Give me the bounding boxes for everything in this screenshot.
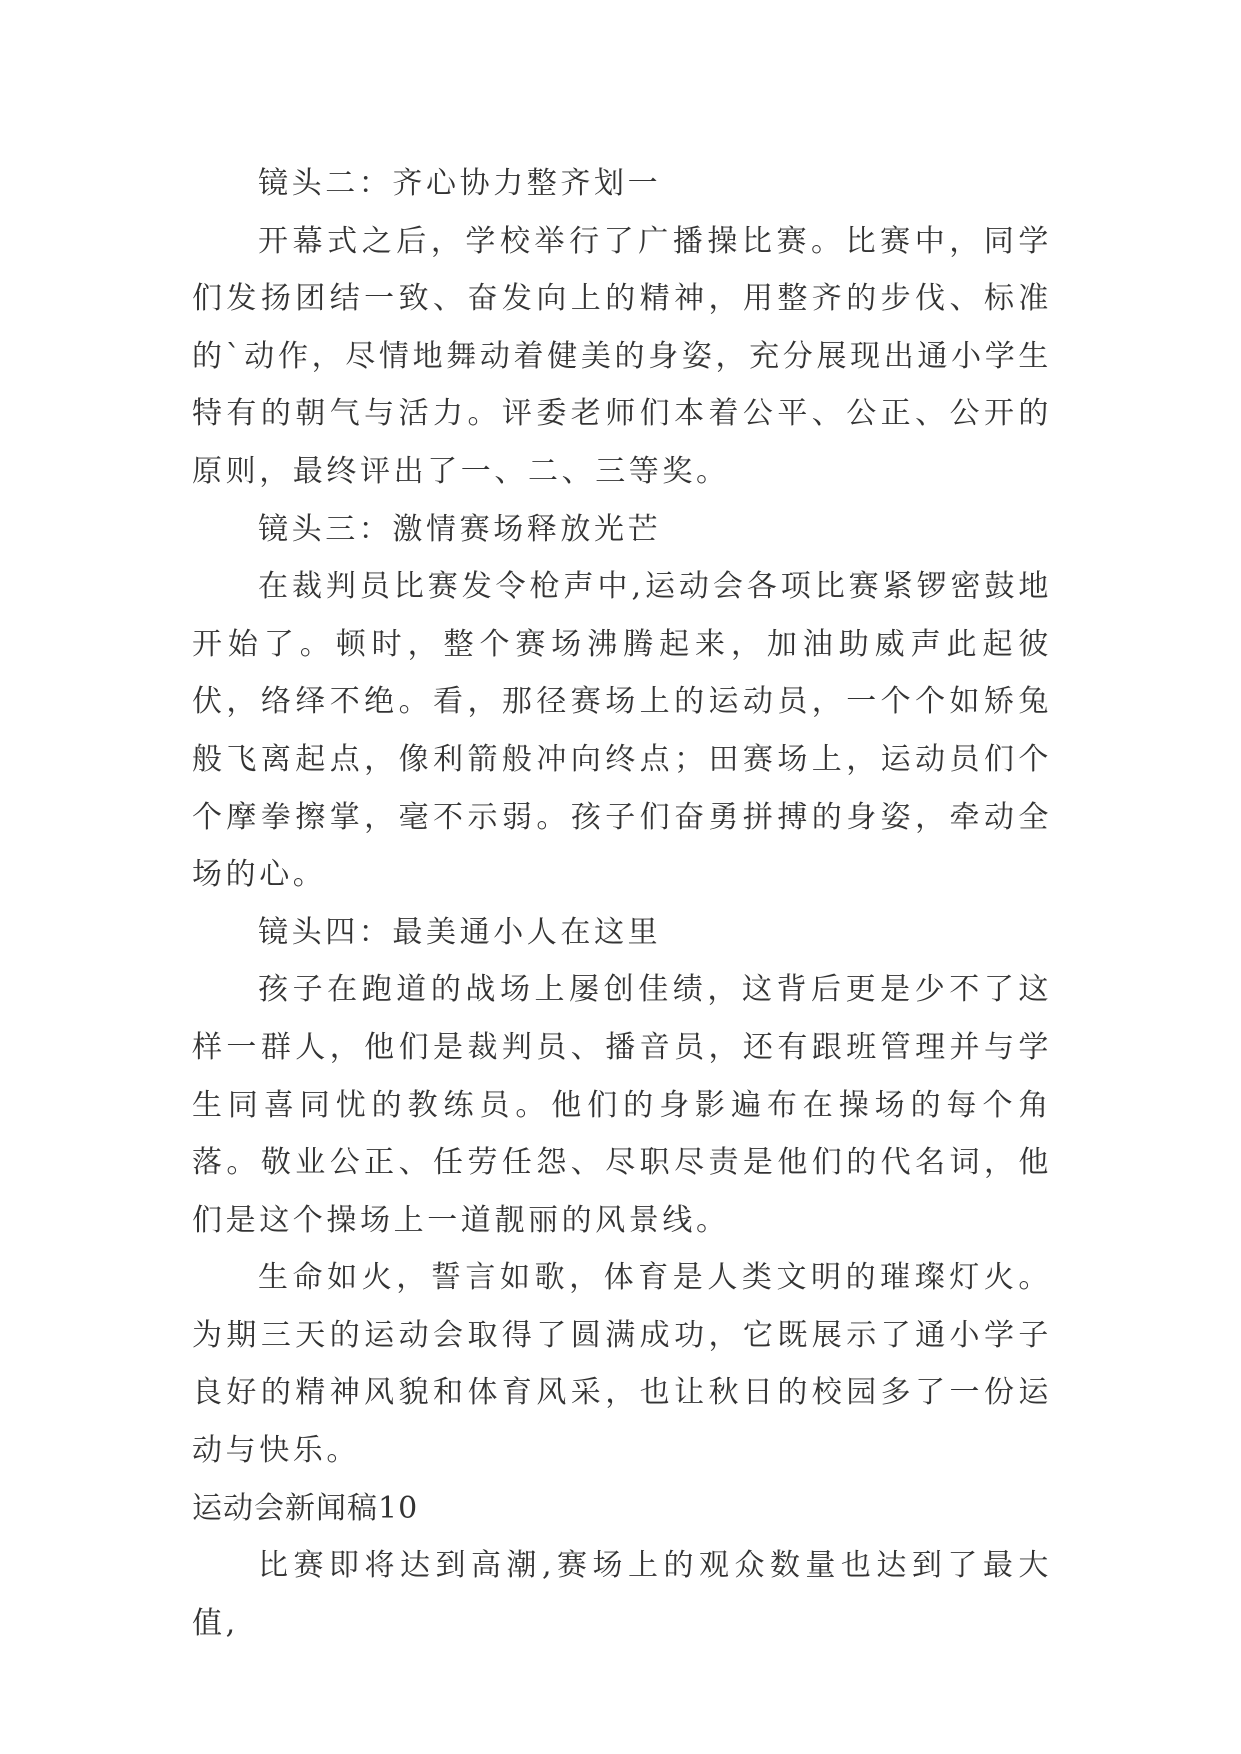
section-heading: 镜头二：齐心协力整齐划一: [258, 166, 662, 201]
body-paragraph: 比赛即将达到高潮,赛场上的观众数量也达到了最大值,: [192, 1548, 1052, 1641]
body-paragraph: 开幕式之后，学校举行了广播操比赛。比赛中，同学们发扬团结一致、奋发向上的精神，用整齐的步伐、标准的`动作，尽情地舞动着健美的身姿，充分展现出通小学生特有的朝气与活力。评委老师们本着公平、公正、公开的原则，最终评出了一、二、三等奖。: [192, 223, 1052, 489]
section-heading: 镜头三：激情赛场释放光芒: [258, 511, 662, 547]
article-title: 运动会新闻稿10: [192, 1490, 419, 1526]
body-paragraph: 生命如火，誓言如歌，体育是人类文明的璀璨灯火。为期三天的运动会取得了圆满成功，它既展示了通小学子良好的精神风貌和体育风采，也让秋日的校园多了一份运动与快乐。: [192, 1260, 1052, 1469]
body-paragraph: 在裁判员比赛发令枪声中,运动会各项比赛紧锣密鼓地开始了。顿时，整个赛场沸腾起来，加油助威声此起彼伏，络绎不绝。看，那径赛场上的运动员，一个个如矫兔般飞离起点，像利箭般冲向终点；田赛场上，运动员们个个摩拳擦掌，毫不示弱。孩子们奋勇拼搏的身姿，牵动全场的心。: [192, 569, 1052, 893]
document-body: [192, 155, 1052, 1652]
section-heading: 镜头四：最美通小人在这里: [258, 914, 662, 950]
body-paragraph: 孩子在跑道的战场上屡创佳绩，这背后更是少不了这样一群人，他们是裁判员、播音员，还有跟班管理并与学生同喜同忧的教练员。他们的身影遍布在操场的每个角落。敬业公正、任劳任怨、尽职尽责是他们的代名词，他们是这个操场上一道靓丽的风景线。: [192, 972, 1052, 1238]
